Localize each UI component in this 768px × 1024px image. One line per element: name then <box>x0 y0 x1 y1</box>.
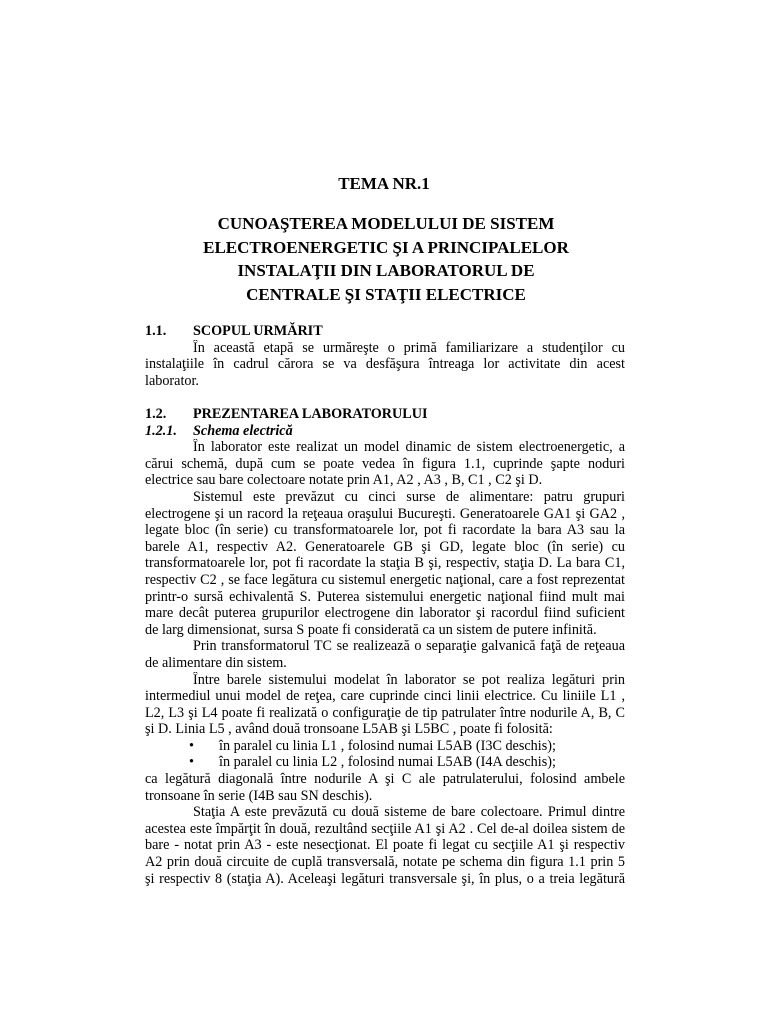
paragraph-line: de alimentare din sistem. <box>145 654 287 671</box>
paragraph-line: laborator. <box>145 372 199 389</box>
subsection-number: 1.2.1. <box>145 422 177 439</box>
document-title <box>140 212 632 306</box>
section-1-1 <box>145 323 625 389</box>
paragraph-line: de larg dimensionat, sursa S poate fi considerată ca un sistem de putere infinită. <box>145 621 597 638</box>
paragraph-line: electrice sau bare colectoare notate prin A1, A2 , A3 , B, C1 , C2 şi D. <box>145 472 543 489</box>
paragraph-line: şi respectiv 8 (staţia A). Aceleaşi legături transversale şi, în plus, o a treia legătură <box>145 870 625 887</box>
paragraph-line: tronsoane în serie (I4B sau SN deschis). <box>145 787 373 804</box>
paragraph-line: mare decât puterea grupurilor electrogene din laborator şi racordul fiind suficient <box>145 605 625 622</box>
section-title: SCOPUL URMĂRIT <box>193 323 323 339</box>
subsection-heading <box>145 423 625 440</box>
paragraph-line: intermediul unui model de reţea, care cuprinde cinci linii electrice. Cu liniile L1 , <box>145 688 625 705</box>
paragraph-line: electrogene şi un racord la reţeaua oraşului Bucureşti. Generatoarele GA1 şi GA2 , <box>145 505 625 522</box>
paragraph-line: barele A1, respectiv A2. Generatoarele GB şi GD, legate bloc (în serie) cu <box>145 538 625 555</box>
paragraph-line: Staţia A este prevăzută cu două sisteme de bare colectoare. Primul dintre <box>193 804 625 821</box>
title-line: ELECTROENERGETIC ŞI A PRINCIPALELOR <box>203 237 569 257</box>
paragraph-line: Între barele sistemului modelat în laborator se pot realiza legături prin <box>193 671 625 688</box>
section-heading <box>145 323 625 340</box>
paragraph-line: Prin transformatorul TC se realizează o separaţie galvanică faţă de reţeaua <box>193 638 625 655</box>
section-number: 1.2. <box>145 406 167 422</box>
bullet-text: în paralel cu linia L1 , folosind numai L5AB (I3C deschis); <box>219 737 556 754</box>
bullet-icon: • <box>189 737 194 754</box>
paragraph-line: L2, L3 şi L4 poate fi realizată o configuraţie de tip patrulater între nodurile A, B, C <box>145 704 625 721</box>
bullet-text: în paralel cu linia L2 , folosind numai L5AB (I4A deschis); <box>219 754 556 771</box>
bullet-item <box>145 738 625 755</box>
section-title: PREZENTAREA LABORATORULUI <box>193 406 428 422</box>
title-line: CENTRALE ŞI STAŢII ELECTRICE <box>246 284 526 304</box>
page-heading: TEMA NR.1 <box>338 174 430 193</box>
paragraph-line: legate bloc (în serie) cu transformatoarele lor, pot fi racordate la bara A3 sau la <box>145 522 625 539</box>
bullet-icon: • <box>189 754 194 771</box>
paragraph-line: ca legătură diagonală între nodurile A şi C ale patrulaterului, folosind ambele <box>145 771 625 788</box>
paragraph-line: acestea este împărţit în două, rezultând secţiile A1 şi A2 . Cel de-al doilea sistem de <box>145 820 625 837</box>
paragraph-line: A2 prin două circuite de cuplă transversală, notate pe schema din figura 1.1 prin 5 <box>145 854 625 871</box>
bullet-item <box>145 754 625 771</box>
paragraph-line: În laborator este realizat un model dinamic de sistem electroenergetic, a <box>193 439 625 456</box>
title-line: CUNOAŞTEREA MODELULUI DE SISTEM <box>217 214 555 233</box>
paragraph-line: printr-o sursă echivalentă S. Puterea sistemului energetic naţional fiind mult mai <box>145 588 625 605</box>
paragraph-line: şi D. Linia L5 , având două tronsoane L5AB şi L5BC , poate fi folosită: <box>145 721 553 738</box>
paragraph-line: bare - notat prin A3 - este nesecţionat. El poate fi legat cu secţiile A1 şi respectiv <box>145 837 625 854</box>
paragraph-line: În această etapă se urmăreşte o primă familiarizare a studenţilor cu <box>193 339 625 356</box>
section-number: 1.1. <box>145 323 167 339</box>
paragraph-line: instalaţiile în cadrul cărora se va desfăşura întreaga lor activitate din acest <box>145 356 625 373</box>
paragraph-line: transformatoarele lor, pot fi racordate la staţia B şi, respectiv, staţia D. La bara C1, <box>145 555 625 572</box>
paragraph-line: cărui schemă, după cum se poate vedea în figura 1.1, cuprinde şapte noduri <box>145 455 625 472</box>
section-heading <box>145 406 625 423</box>
paragraph-line: respectiv C2 , se face legătura cu sistemul energetic naţional, care a fost reprezentat <box>145 571 625 588</box>
paragraph-line: Sistemul este prevăzut cu cinci surse de alimentare: patru grupuri <box>193 488 625 505</box>
title-line: INSTALAŢII DIN LABORATORUL DE <box>237 261 535 280</box>
section-1-2 <box>145 406 625 887</box>
subsection-title: Schema electrică <box>193 422 293 439</box>
